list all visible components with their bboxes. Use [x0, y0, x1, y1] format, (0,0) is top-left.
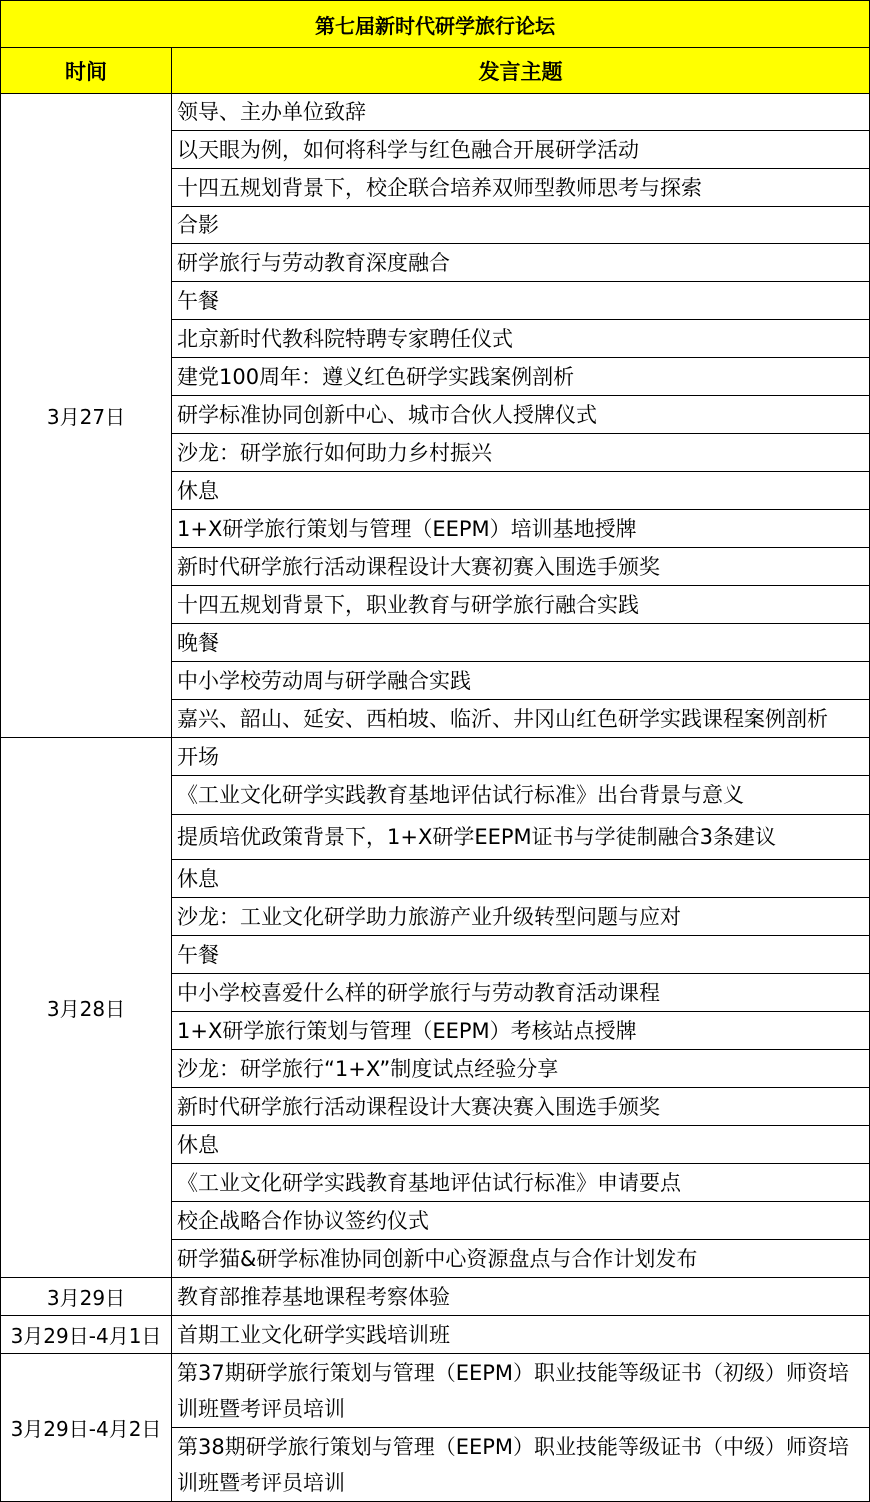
- topic-cell: 中小学校喜爱什么样的研学旅行与劳动教育活动课程: [172, 974, 870, 1012]
- table-row: [1, 1278, 870, 1316]
- topic-cell: 午餐: [172, 282, 870, 320]
- topic-cell: 领导、主办单位致辞: [172, 94, 870, 131]
- topic-cell: 开场: [172, 738, 870, 776]
- topic-cell: 建党100周年：遵义红色研学实践案例剖析: [172, 358, 870, 396]
- topic-cell: 校企战略合作协议签约仪式: [172, 1202, 870, 1240]
- table-row: [1, 738, 870, 776]
- topic-cell: 教育部推荐基地课程考察体验: [172, 1278, 870, 1316]
- topic-cell: 1+X研学旅行策划与管理（EEPM）培训基地授牌: [172, 510, 870, 548]
- topic-cell: 新时代研学旅行活动课程设计大赛初赛入围选手颁奖: [172, 548, 870, 586]
- column-header-time: 时间: [1, 48, 172, 94]
- topic-cell: 首期工业文化研学实践培训班: [172, 1316, 870, 1354]
- topic-cell: 第38期研学旅行策划与管理（EEPM）职业技能等级证书（中级）师资培训班暨考评员培训: [172, 1428, 870, 1502]
- date-cell: 3月27日: [1, 94, 172, 738]
- topic-cell: 以天眼为例，如何将科学与红色融合开展研学活动: [172, 131, 870, 169]
- date-cell: 3月29日-4月1日: [1, 1316, 172, 1354]
- topic-cell: 合影: [172, 207, 870, 244]
- topic-cell: 十四五规划背景下，校企联合培养双师型教师思考与探索: [172, 169, 870, 207]
- topic-cell: 北京新时代教科院特聘专家聘任仪式: [172, 320, 870, 358]
- topic-cell: 沙龙：研学旅行“1+X”制度试点经验分享: [172, 1050, 870, 1088]
- topic-cell: 《工业文化研学实践教育基地评估试行标准》申请要点: [172, 1164, 870, 1202]
- topic-cell: 中小学校劳动周与研学融合实践: [172, 662, 870, 700]
- topic-cell: 第37期研学旅行策划与管理（EEPM）职业技能等级证书（初级）师资培训班暨考评员培训: [172, 1354, 870, 1428]
- topic-cell: 新时代研学旅行活动课程设计大赛决赛入围选手颁奖: [172, 1088, 870, 1126]
- column-header-topic: 发言主题: [172, 48, 870, 94]
- date-cell: 3月29日: [1, 1278, 172, 1316]
- table-row: [1, 1354, 870, 1428]
- topic-cell: 休息: [172, 860, 870, 898]
- table-row: [1, 94, 870, 131]
- topic-cell: 休息: [172, 1126, 870, 1164]
- topic-cell: 午餐: [172, 936, 870, 974]
- topic-cell: 1+X研学旅行策划与管理（EEPM）考核站点授牌: [172, 1012, 870, 1050]
- topic-cell: 研学标准协同创新中心、城市合伙人授牌仪式: [172, 396, 870, 434]
- topic-cell: 十四五规划背景下，职业教育与研学旅行融合实践: [172, 586, 870, 624]
- topic-cell: 嘉兴、韶山、延安、西柏坡、临沂、井冈山红色研学实践课程案例剖析: [172, 700, 870, 738]
- table-row: [1, 1316, 870, 1354]
- topic-cell: 研学猫&研学标准协同创新中心资源盘点与合作计划发布: [172, 1240, 870, 1278]
- topic-cell: 提质培优政策背景下，1+X研学EEPM证书与学徒制融合3条建议: [172, 815, 870, 860]
- topic-cell: 晚餐: [172, 624, 870, 662]
- topic-cell: 沙龙：工业文化研学助力旅游产业升级转型问题与应对: [172, 898, 870, 936]
- topic-cell: 研学旅行与劳动教育深度融合: [172, 244, 870, 282]
- table-title: 第七届新时代研学旅行论坛: [1, 1, 870, 48]
- topic-cell: 休息: [172, 472, 870, 510]
- topic-cell: 《工业文化研学实践教育基地评估试行标准》出台背景与意义: [172, 776, 870, 815]
- topic-cell: 沙龙：研学旅行如何助力乡村振兴: [172, 434, 870, 472]
- date-cell: 3月28日: [1, 738, 172, 1278]
- date-cell: 3月29日-4月2日: [1, 1354, 172, 1502]
